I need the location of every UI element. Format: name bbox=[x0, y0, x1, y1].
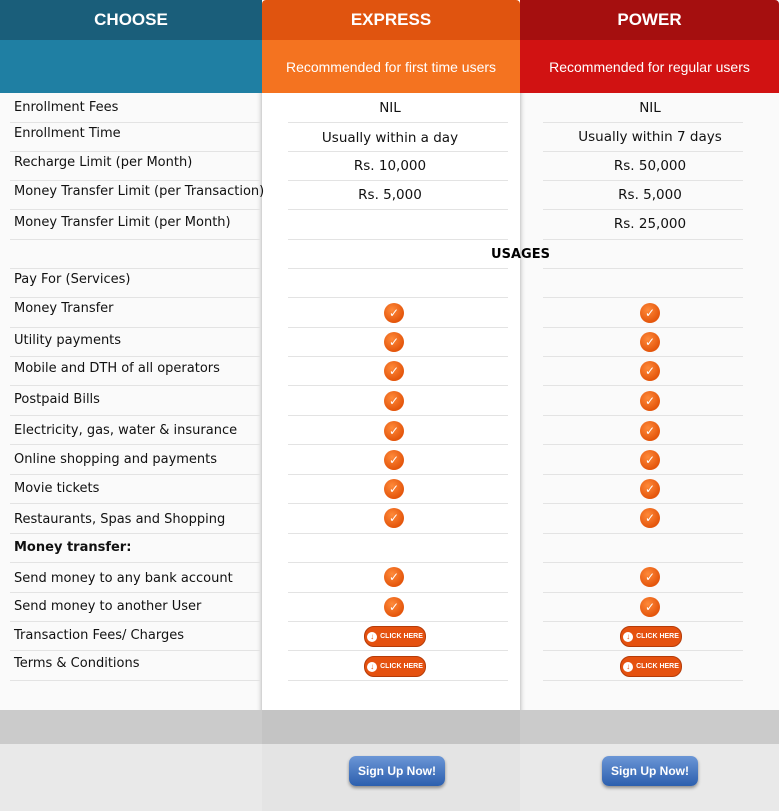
footer-bar bbox=[262, 710, 520, 744]
row-divider bbox=[10, 533, 260, 534]
check-icon: ✓ bbox=[384, 597, 404, 617]
service-label: Restaurants, Spas and Shopping bbox=[14, 512, 226, 527]
row-divider bbox=[10, 385, 260, 386]
row-divider bbox=[10, 356, 260, 357]
row-divider bbox=[543, 239, 743, 240]
row-divider bbox=[543, 151, 743, 152]
check-icon: ✓ bbox=[640, 450, 660, 470]
row-divider bbox=[10, 122, 260, 123]
row-divider bbox=[10, 327, 260, 328]
express-fee-value: Usually within a day bbox=[321, 130, 459, 146]
row-divider bbox=[10, 503, 260, 504]
row-divider bbox=[543, 650, 743, 651]
row-divider bbox=[10, 444, 260, 445]
power-fee-value: Rs. 25,000 bbox=[613, 216, 687, 232]
check-icon: ✓ bbox=[384, 479, 404, 499]
click-here-label: CLICK HERE bbox=[380, 663, 423, 670]
express-fee-value: Rs. 5,000 bbox=[358, 187, 422, 203]
fee-label: Recharge Limit (per Month) bbox=[14, 155, 193, 170]
row-divider bbox=[543, 415, 743, 416]
power-fee-value: NIL bbox=[639, 100, 661, 116]
row-divider bbox=[288, 356, 508, 357]
click-here-label: CLICK HERE bbox=[380, 633, 423, 640]
check-icon: ✓ bbox=[384, 421, 404, 441]
row-divider bbox=[543, 297, 743, 298]
row-divider bbox=[10, 680, 260, 681]
service-label: Utility payments bbox=[14, 333, 122, 348]
footer-area bbox=[0, 744, 262, 811]
money-transfer-heading: Money transfer: bbox=[14, 540, 132, 555]
download-icon: ↓ bbox=[623, 632, 633, 642]
service-label: Postpaid Bills bbox=[14, 392, 100, 407]
row-divider bbox=[10, 209, 260, 210]
row-divider bbox=[288, 415, 508, 416]
power-signup-button[interactable]: Sign Up Now! bbox=[602, 756, 698, 786]
row-divider bbox=[543, 356, 743, 357]
service-label: Online shopping and payments bbox=[14, 452, 218, 467]
row-divider bbox=[288, 151, 508, 152]
row-divider bbox=[288, 533, 508, 534]
row-divider bbox=[543, 209, 743, 210]
power-fee-value: Rs. 50,000 bbox=[613, 158, 687, 174]
row-divider bbox=[10, 621, 260, 622]
service-label: Movie tickets bbox=[14, 481, 100, 496]
check-icon: ✓ bbox=[640, 508, 660, 528]
row-divider bbox=[543, 327, 743, 328]
row-divider bbox=[543, 122, 743, 123]
express-signup-button[interactable]: Sign Up Now! bbox=[349, 756, 445, 786]
row-divider bbox=[288, 444, 508, 445]
fees-charges-label: Transaction Fees/ Charges bbox=[14, 628, 184, 643]
express-fees-click-here-button[interactable] bbox=[364, 626, 426, 647]
pay-for-label: Pay For (Services) bbox=[14, 272, 131, 287]
check-icon: ✓ bbox=[640, 567, 660, 587]
usages-heading: USAGES bbox=[491, 247, 550, 262]
transfer-label: Send money to another User bbox=[14, 599, 202, 614]
row-divider bbox=[288, 621, 508, 622]
check-icon: ✓ bbox=[640, 303, 660, 323]
check-icon: ✓ bbox=[640, 361, 660, 381]
row-divider bbox=[543, 680, 743, 681]
row-divider bbox=[10, 592, 260, 593]
row-divider bbox=[288, 268, 508, 269]
express-subtitle: Recommended for first time users bbox=[262, 40, 520, 93]
row-divider bbox=[10, 474, 260, 475]
row-divider bbox=[543, 385, 743, 386]
download-icon: ↓ bbox=[367, 632, 377, 642]
download-icon: ↓ bbox=[623, 662, 633, 672]
row-divider bbox=[10, 415, 260, 416]
row-divider bbox=[543, 503, 743, 504]
fee-label: Enrollment Time bbox=[14, 126, 121, 141]
power-fees-click-here-button[interactable] bbox=[620, 626, 682, 647]
check-icon: ✓ bbox=[640, 479, 660, 499]
row-divider bbox=[288, 327, 508, 328]
row-divider bbox=[288, 650, 508, 651]
choose-header: CHOOSE bbox=[0, 0, 262, 40]
click-here-label: CLICK HERE bbox=[636, 633, 679, 640]
power-terms-click-here-button[interactable] bbox=[620, 656, 682, 677]
row-divider bbox=[543, 268, 743, 269]
transfer-label: Send money to any bank account bbox=[14, 571, 233, 586]
choose-subheader bbox=[0, 40, 262, 93]
row-divider bbox=[288, 122, 508, 123]
power-subtitle: Recommended for regular users bbox=[520, 40, 779, 93]
row-divider bbox=[543, 592, 743, 593]
row-divider bbox=[288, 180, 508, 181]
express-header: EXPRESS bbox=[262, 0, 520, 40]
check-icon: ✓ bbox=[384, 391, 404, 411]
row-divider bbox=[288, 562, 508, 563]
fee-label: Money Transfer Limit (per Month) bbox=[14, 215, 231, 230]
fee-label: Money Transfer Limit (per Transaction) bbox=[14, 184, 265, 199]
row-divider bbox=[10, 650, 260, 651]
express-fee-value: Rs. 10,000 bbox=[353, 158, 427, 174]
check-icon: ✓ bbox=[640, 421, 660, 441]
check-icon: ✓ bbox=[640, 597, 660, 617]
terms-label: Terms & Conditions bbox=[14, 656, 140, 671]
fee-label: Enrollment Fees bbox=[14, 100, 119, 115]
service-label: Money Transfer bbox=[14, 301, 114, 316]
check-icon: ✓ bbox=[384, 508, 404, 528]
row-divider bbox=[543, 474, 743, 475]
service-label: Electricity, gas, water & insurance bbox=[14, 423, 238, 438]
check-icon: ✓ bbox=[640, 332, 660, 352]
row-divider bbox=[10, 268, 260, 269]
row-divider bbox=[288, 592, 508, 593]
row-divider bbox=[288, 209, 508, 210]
check-icon: ✓ bbox=[640, 391, 660, 411]
row-divider bbox=[10, 151, 260, 152]
row-divider bbox=[288, 239, 508, 240]
row-divider bbox=[543, 562, 743, 563]
check-icon: ✓ bbox=[384, 567, 404, 587]
footer-bar bbox=[520, 710, 779, 744]
service-label: Mobile and DTH of all operators bbox=[14, 361, 220, 376]
row-divider bbox=[288, 297, 508, 298]
row-divider bbox=[288, 503, 508, 504]
row-divider bbox=[10, 562, 260, 563]
power-header: POWER bbox=[520, 0, 779, 40]
check-icon: ✓ bbox=[384, 450, 404, 470]
footer-bar bbox=[0, 710, 262, 744]
row-divider bbox=[543, 180, 743, 181]
click-here-label: CLICK HERE bbox=[636, 663, 679, 670]
download-icon: ↓ bbox=[367, 662, 377, 672]
express-fee-value: NIL bbox=[379, 100, 401, 116]
power-fee-value: Rs. 5,000 bbox=[618, 187, 682, 203]
check-icon: ✓ bbox=[384, 361, 404, 381]
row-divider bbox=[543, 621, 743, 622]
row-divider bbox=[10, 297, 260, 298]
row-divider bbox=[288, 680, 508, 681]
row-divider bbox=[288, 385, 508, 386]
row-divider bbox=[10, 239, 260, 240]
row-divider bbox=[288, 474, 508, 475]
row-divider bbox=[543, 444, 743, 445]
row-divider bbox=[543, 533, 743, 534]
check-icon: ✓ bbox=[384, 303, 404, 323]
check-icon: ✓ bbox=[384, 332, 404, 352]
row-divider bbox=[10, 180, 260, 181]
power-fee-value: Usually within 7 days bbox=[578, 129, 722, 145]
express-terms-click-here-button[interactable] bbox=[364, 656, 426, 677]
